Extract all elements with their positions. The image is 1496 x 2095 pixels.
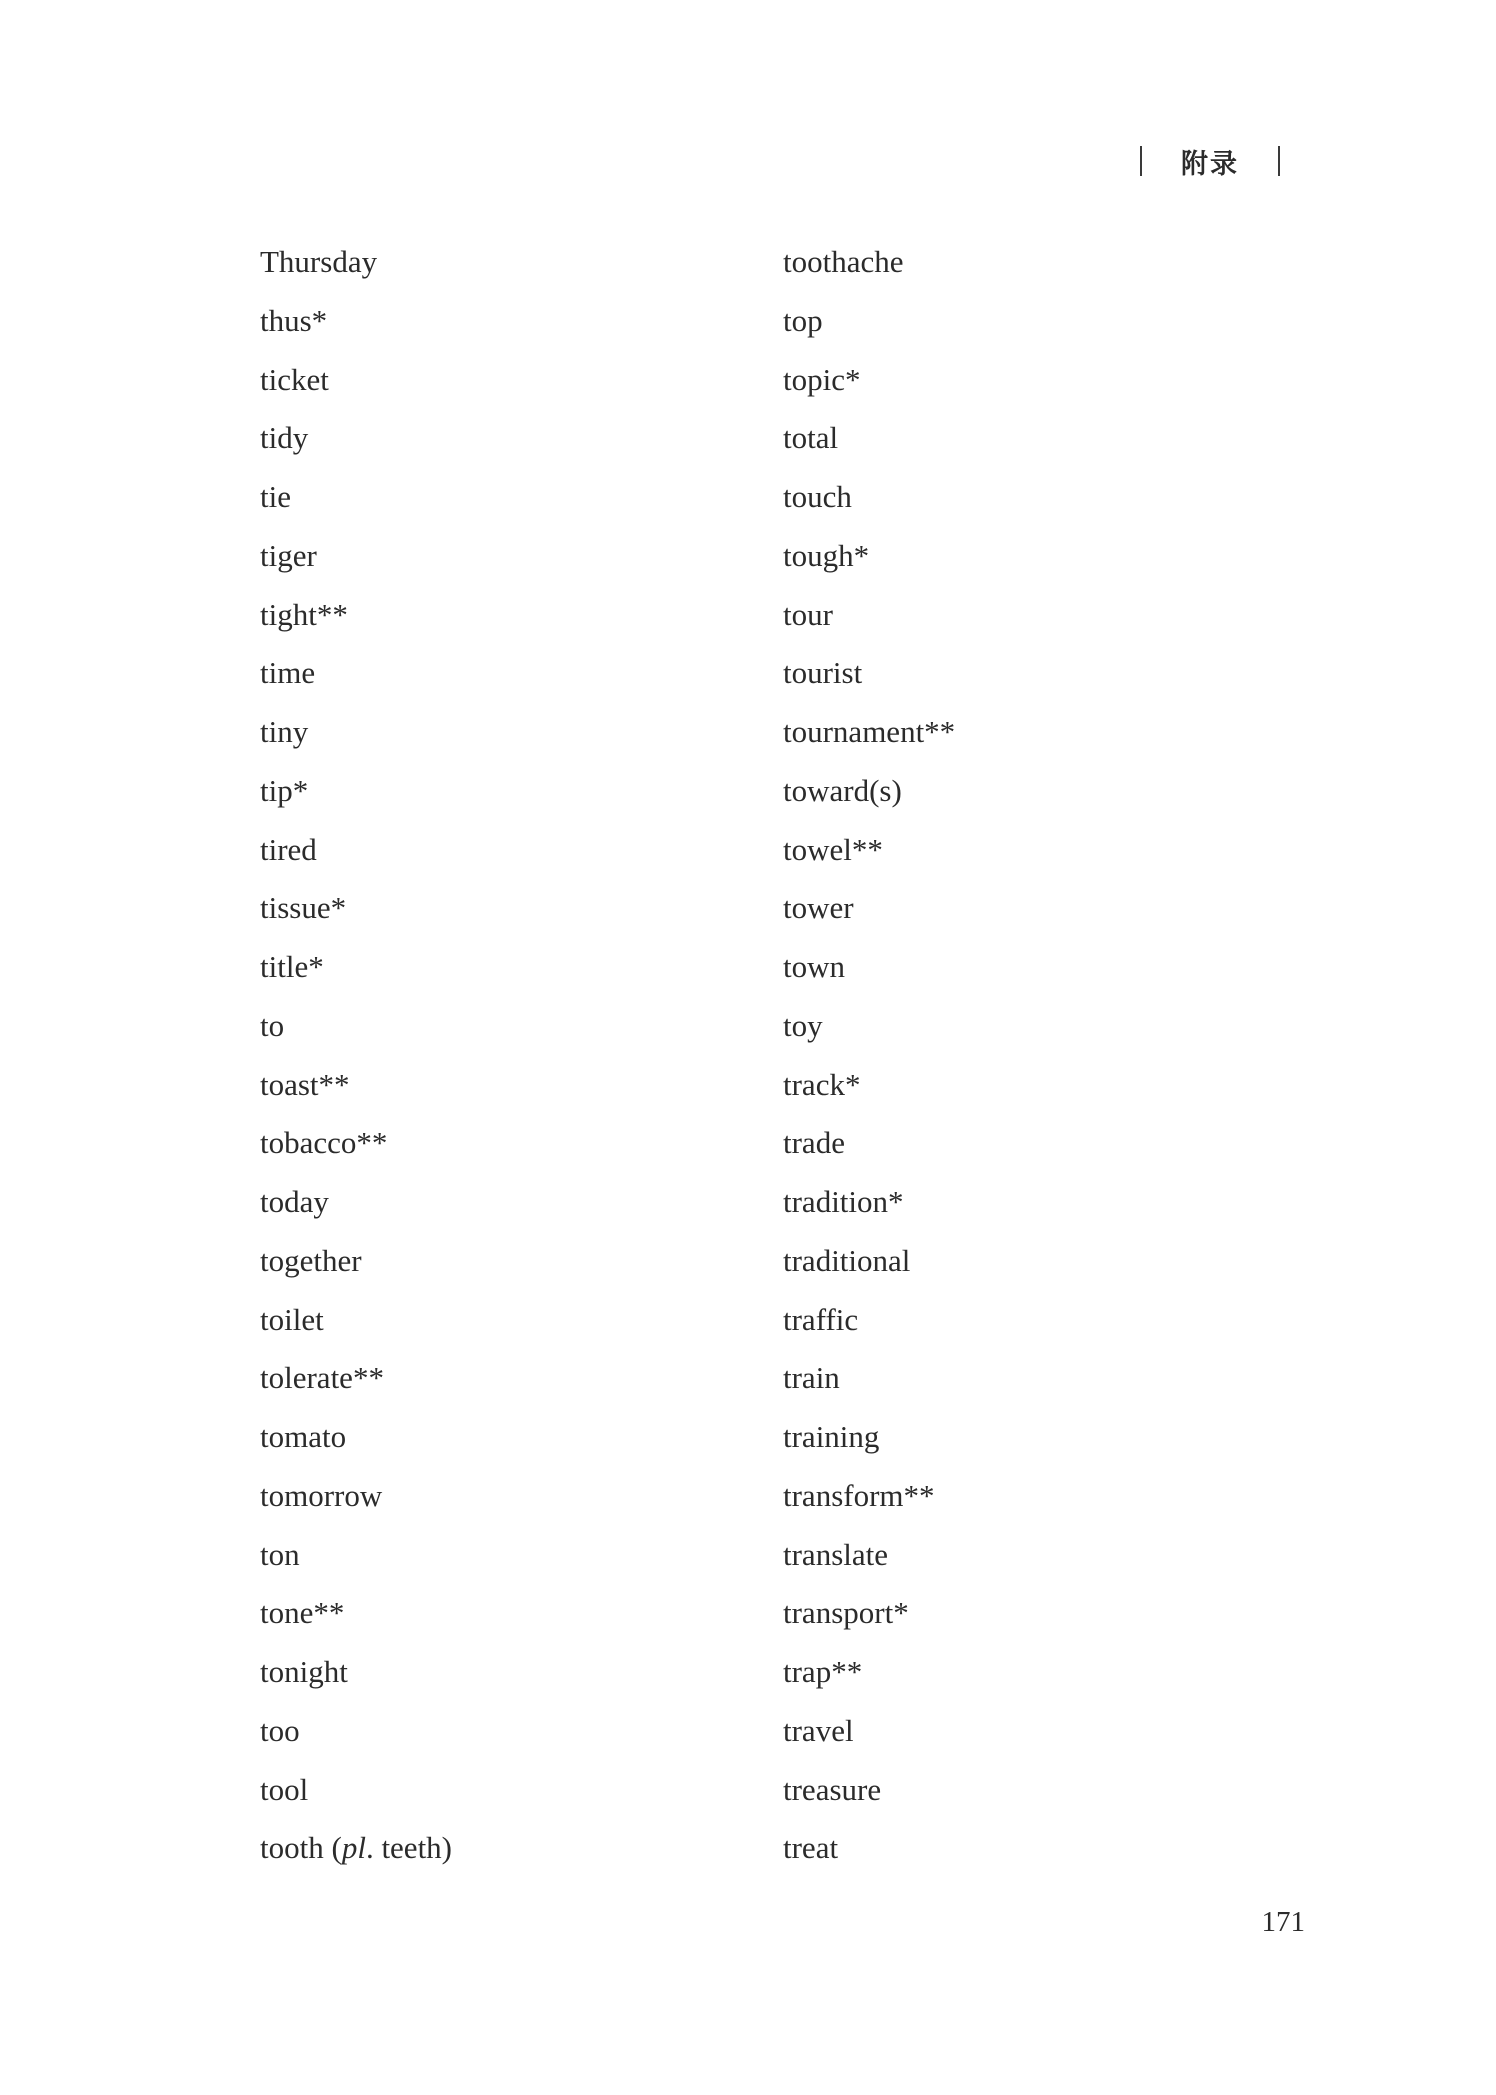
word-entry: traditional — [783, 1242, 911, 1278]
word-entry: too — [260, 1712, 300, 1748]
header-right-rule — [1278, 146, 1280, 176]
word-entry: tonight — [260, 1654, 348, 1689]
word-entry: title* — [260, 949, 324, 984]
word-entry: tobacco** — [260, 1125, 388, 1161]
word-entry: tight** — [260, 596, 348, 632]
word-entry: tournament** — [783, 714, 956, 749]
word-entry: touch — [783, 479, 852, 514]
word-entry: translate — [783, 1536, 889, 1572]
word-entry: today — [260, 1184, 329, 1219]
word-entry: training — [783, 1419, 880, 1454]
word-entry: town — [783, 949, 845, 984]
paren-open: ( — [323, 1830, 342, 1866]
word-entry: track* — [783, 1066, 861, 1102]
word-entry: towel** — [783, 831, 883, 867]
word-entry: thus* — [260, 302, 328, 338]
word-entry: train — [783, 1360, 840, 1396]
word-entry: ton — [260, 1536, 300, 1572]
word-entry: tip* — [260, 772, 309, 808]
word-entry: tour — [783, 596, 833, 632]
word-entry: top — [783, 302, 823, 338]
word-entry: trade — [783, 1125, 845, 1161]
headword: tooth — [260, 1830, 324, 1866]
page-number: 171 — [1261, 1906, 1305, 1938]
word-entry: toy — [783, 1007, 823, 1043]
word-list-right-column — [783, 237, 955, 1882]
word-entry: treasure — [783, 1771, 882, 1807]
word-entry: toward(s) — [783, 772, 902, 808]
word-entry: tidy — [260, 420, 309, 456]
word-entry: transform** — [783, 1477, 935, 1513]
plural-abbreviation: pl — [341, 1830, 366, 1866]
section-label: 附录 — [1181, 148, 1239, 180]
word-entry: travel — [783, 1712, 854, 1748]
word-entry: tiger — [260, 537, 317, 573]
word-entry: transport* — [783, 1595, 909, 1631]
plural-form: . teeth) — [365, 1830, 453, 1866]
word-entry: tomorrow — [260, 1477, 383, 1513]
word-entry: trap** — [783, 1654, 863, 1689]
word-entry: toast** — [260, 1066, 350, 1102]
word-list-left-column — [260, 237, 452, 1882]
word-entry: tomato — [260, 1419, 347, 1454]
word-entry: tie — [260, 479, 291, 514]
word-entry: together — [260, 1242, 362, 1278]
word-entry: tough* — [783, 537, 870, 573]
word-entry: total — [783, 420, 839, 456]
word-entry: tissue* — [260, 890, 347, 926]
word-entry: traffic — [783, 1301, 859, 1337]
word-entry: time — [260, 655, 316, 691]
word-entry: tired — [260, 831, 317, 867]
word-entry: ticket — [260, 361, 329, 397]
word-entry: tiny — [260, 714, 309, 749]
word-entry: toothache — [783, 244, 904, 279]
word-entry: tool — [260, 1771, 309, 1807]
header-left-rule — [1140, 146, 1142, 176]
word-entry: toilet — [260, 1301, 324, 1337]
word-entry: topic* — [783, 361, 861, 397]
word-entry: tourist — [783, 655, 863, 691]
word-entry: Thursday — [260, 244, 378, 279]
word-entry: tolerate** — [260, 1360, 384, 1396]
word-entry: tradition* — [783, 1184, 904, 1219]
running-header — [1140, 136, 1280, 186]
word-entry: tower — [783, 890, 854, 926]
word-entry: to — [260, 1007, 285, 1043]
word-entry-tooth — [260, 1823, 452, 1882]
word-entry: tone** — [260, 1595, 345, 1631]
word-entry: treat — [783, 1830, 839, 1866]
